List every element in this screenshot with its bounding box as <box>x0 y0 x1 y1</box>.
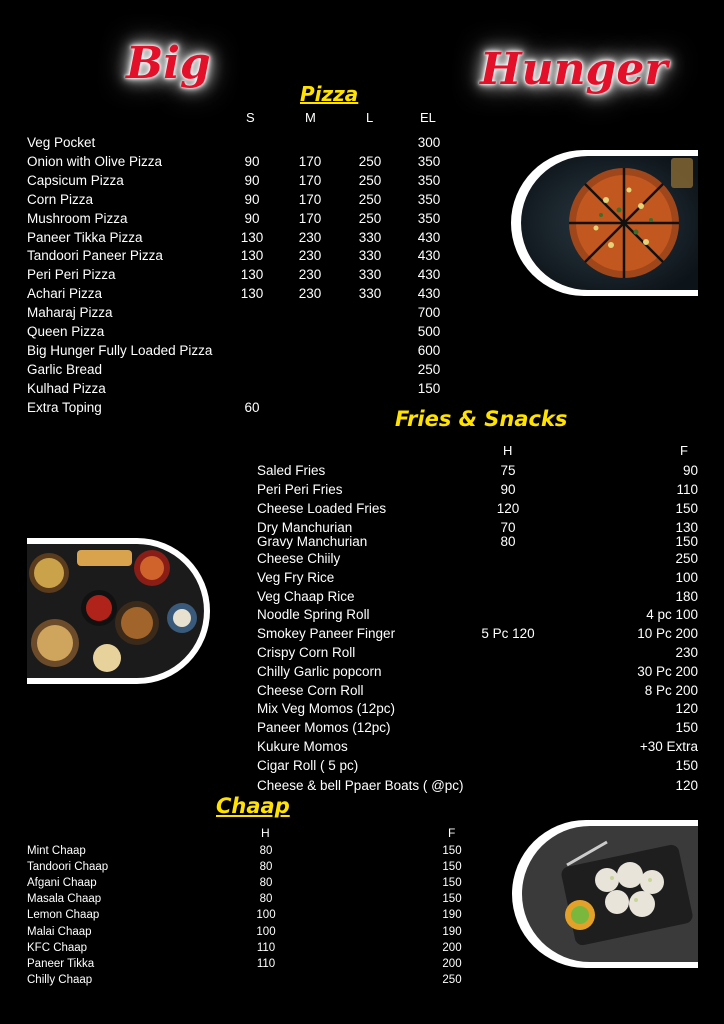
item-name: Chilly Chaap <box>27 973 93 986</box>
item-name: Dry Manchurian <box>257 520 353 535</box>
item-name: Onion with Olive Pizza <box>27 153 163 169</box>
pizza-heading: Pizza <box>300 82 359 106</box>
item-name: Saled Fries <box>257 463 326 478</box>
menu-row <box>0 720 724 739</box>
price-h: 110 <box>256 941 276 954</box>
price-f: 250 <box>442 973 462 986</box>
item-name: Achari Pizza <box>27 286 103 302</box>
price-f: 150 <box>675 720 698 735</box>
price-f: 200 <box>442 941 462 954</box>
price-f: 190 <box>442 925 462 938</box>
menu-row <box>0 974 724 990</box>
price-f: 8 Pc 200 <box>644 683 698 698</box>
chaap-col-h: H <box>261 826 270 840</box>
price-el: 350 <box>417 153 441 169</box>
price-h: 100 <box>256 925 276 938</box>
price-m: 230 <box>298 229 322 245</box>
menu-row <box>0 701 724 720</box>
menu-row <box>0 400 724 419</box>
menu-row <box>0 343 724 362</box>
price-el: 600 <box>417 342 441 358</box>
snacks-photo-icon <box>27 538 210 684</box>
item-name: Peri Peri Pizza <box>27 267 116 283</box>
price-l: 330 <box>358 229 382 245</box>
price-f: 4 pc 100 <box>646 607 698 622</box>
item-name: KFC Chaap <box>27 941 88 954</box>
price-s: 130 <box>240 248 264 264</box>
price-s: 130 <box>240 229 264 245</box>
item-name: Lemon Chaap <box>27 909 100 922</box>
item-name: Tandoori Paneer Pizza <box>27 248 163 264</box>
price-f: 110 <box>676 482 698 497</box>
snacks-photo-frame <box>27 538 210 684</box>
price-l: 330 <box>358 286 382 302</box>
item-name: Cheese Loaded Fries <box>257 501 387 516</box>
price-el: 350 <box>417 210 441 226</box>
price-h: 110 <box>256 957 276 970</box>
price-el: 430 <box>417 267 441 283</box>
price-m: 170 <box>298 191 322 207</box>
item-name: Veg Chaap Rice <box>257 589 355 604</box>
item-name: Paneer Tikka <box>27 957 95 970</box>
price-f: 150 <box>675 758 698 773</box>
price-m: 170 <box>298 210 322 226</box>
item-name: Extra Toping <box>27 399 102 415</box>
item-name: Queen Pizza <box>27 324 105 339</box>
price-f: 150 <box>442 845 462 857</box>
menu-row <box>0 683 724 702</box>
price-h: 80 <box>259 861 273 874</box>
item-name: Cheese Corn Roll <box>257 683 364 698</box>
pizza-col-el: EL <box>420 110 436 125</box>
item-name: Mushroom Pizza <box>27 210 128 226</box>
menu-row <box>0 739 724 758</box>
price-h: 70 <box>500 520 516 535</box>
price-h: 120 <box>496 501 520 516</box>
item-name: Peri Peri Fries <box>257 482 343 497</box>
chaap-photo-icon <box>512 820 698 968</box>
price-f: 180 <box>675 589 698 604</box>
price-f: 230 <box>675 645 698 660</box>
price-s: 90 <box>244 172 260 188</box>
item-name: Veg Fry Rice <box>257 570 335 585</box>
price-f: 130 <box>675 520 698 535</box>
item-name: Kulhad Pizza <box>27 380 106 396</box>
menu-row <box>0 501 724 520</box>
price-el: 150 <box>417 380 441 396</box>
fries-col-f: F <box>680 443 688 458</box>
price-el: 430 <box>417 286 441 302</box>
price-m: 170 <box>298 172 322 188</box>
price-l: 250 <box>358 191 382 207</box>
item-name: Capsicum Pizza <box>27 172 124 188</box>
price-f: 150 <box>675 534 698 549</box>
price-h: 75 <box>500 463 516 478</box>
item-name: Masala Chaap <box>27 893 102 906</box>
price-s: 60 <box>244 399 260 415</box>
price-h: 100 <box>256 909 276 922</box>
price-el: 350 <box>417 172 441 188</box>
price-s: 130 <box>240 267 264 283</box>
item-name: Big Hunger Fully Loaded Pizza <box>27 342 213 358</box>
price-f: 30 Pc 200 <box>637 664 698 679</box>
fries-heading: Fries & Snacks <box>395 407 568 431</box>
item-name: Noodle Spring Roll <box>257 607 370 622</box>
item-name: Tandoori Chaap <box>27 861 109 874</box>
menu-row <box>0 778 724 797</box>
pizza-col-l: L <box>366 110 374 125</box>
menu-row <box>0 381 724 400</box>
pizza-col-s: S <box>246 110 255 125</box>
price-h: 80 <box>259 893 273 906</box>
price-f: 150 <box>675 501 698 516</box>
price-l: 250 <box>358 153 382 169</box>
price-m: 230 <box>298 248 322 264</box>
item-name: Mint Chaap <box>27 845 86 857</box>
price-m: 170 <box>298 153 322 169</box>
item-name: Chilly Garlic popcorn <box>257 664 382 679</box>
price-h: 80 <box>259 877 273 890</box>
price-f: 10 Pc 200 <box>637 626 698 641</box>
price-m: 230 <box>298 267 322 283</box>
item-name: Kukure Momos <box>257 739 348 754</box>
item-name: Afgani Chaap <box>27 877 97 890</box>
item-name: Cigar Roll ( 5 pc) <box>257 758 359 773</box>
item-name: Paneer Tikka Pizza <box>27 229 143 245</box>
brand-hunger: Hunger <box>480 44 668 95</box>
price-l: 330 <box>358 248 382 264</box>
item-name: Gravy Manchurian <box>257 534 368 549</box>
price-f: 120 <box>675 778 698 793</box>
price-h: 5 Pc 120 <box>481 626 535 641</box>
pizza-col-m: M <box>305 110 316 125</box>
item-name: Cheese & bell Ppaer Boats ( @pc) <box>257 778 464 793</box>
item-name: Malai Chaap <box>27 925 92 938</box>
price-el: 250 <box>417 361 441 377</box>
price-el: 430 <box>417 229 441 245</box>
chaap-photo-frame <box>512 820 698 968</box>
brand-big: Big <box>126 38 211 89</box>
price-f: 150 <box>442 877 462 890</box>
item-name: Mix Veg Momos (12pc) <box>257 701 396 716</box>
menu-row <box>0 305 724 324</box>
price-el: 700 <box>417 305 441 321</box>
price-f: 90 <box>682 463 698 478</box>
chaap-col-f: F <box>448 826 456 840</box>
menu-row <box>0 482 724 501</box>
price-el: 300 <box>417 135 441 150</box>
item-name: Smokey Paneer Finger <box>257 626 396 641</box>
price-f: 100 <box>675 570 698 585</box>
price-f: 120 <box>675 701 698 716</box>
price-f: 250 <box>675 551 698 566</box>
item-name: Cheese Chiily <box>257 551 341 566</box>
menu-row <box>0 324 724 343</box>
price-el: 500 <box>417 324 441 339</box>
price-el: 350 <box>417 191 441 207</box>
price-f: 150 <box>442 861 462 874</box>
menu-row <box>0 362 724 381</box>
price-s: 90 <box>244 153 260 169</box>
chaap-heading: Chaap <box>216 794 290 818</box>
price-h: 80 <box>259 845 273 857</box>
price-s: 90 <box>244 210 260 226</box>
pizza-photo-frame <box>511 150 698 296</box>
price-el: 430 <box>417 248 441 264</box>
item-name: Crispy Corn Roll <box>257 645 356 660</box>
item-name: Garlic Bread <box>27 361 103 377</box>
pizza-photo-icon <box>511 150 698 296</box>
price-l: 330 <box>358 267 382 283</box>
price-f: 190 <box>442 909 462 922</box>
price-f: 150 <box>442 893 462 906</box>
price-h: 90 <box>500 482 516 497</box>
price-s: 90 <box>244 191 260 207</box>
price-f: +30 Extra <box>639 739 698 754</box>
price-f: 200 <box>442 957 462 970</box>
price-m: 230 <box>298 286 322 302</box>
item-name: Veg Pocket <box>27 135 96 150</box>
item-name: Corn Pizza <box>27 191 94 207</box>
fries-col-h: H <box>503 443 513 458</box>
price-l: 250 <box>358 210 382 226</box>
item-name: Paneer Momos (12pc) <box>257 720 391 735</box>
price-l: 250 <box>358 172 382 188</box>
menu-row <box>0 463 724 482</box>
price-h: 80 <box>500 534 516 549</box>
item-name: Maharaj Pizza <box>27 305 113 321</box>
menu-row <box>0 758 724 777</box>
price-s: 130 <box>240 286 264 302</box>
